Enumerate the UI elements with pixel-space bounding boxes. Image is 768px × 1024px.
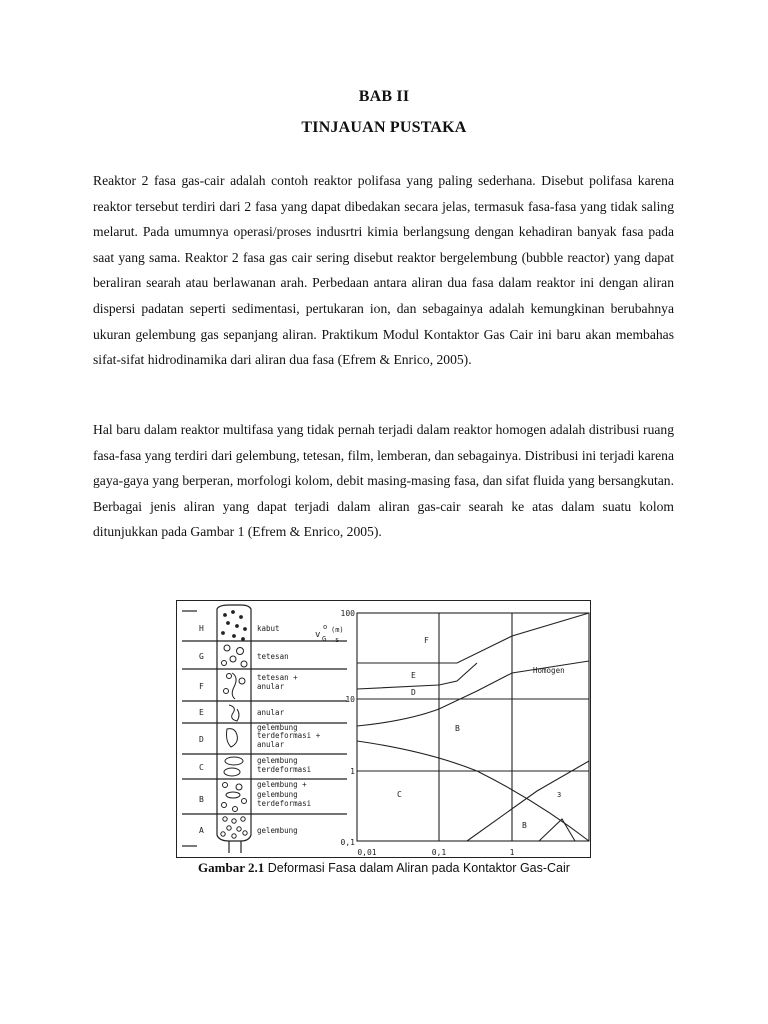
region-label: B	[455, 724, 460, 733]
x-tick-label: 0,1	[431, 848, 447, 857]
y-axis-unit: (m)	[331, 626, 344, 634]
regime-label: gelembung	[257, 756, 298, 765]
figure-caption-number: Gambar 2.1	[198, 860, 265, 875]
regime-label: terdeformasi	[257, 765, 312, 774]
chapter-number: BAB II	[358, 88, 410, 105]
regime-label: tetesan +	[257, 673, 298, 682]
regime-letter: D	[199, 735, 204, 744]
region-label: D	[411, 688, 416, 697]
regime-label: gelembung	[257, 790, 298, 799]
region-label: C	[397, 790, 402, 799]
regime-letter: H	[199, 624, 204, 633]
regime-label: gelembung	[257, 723, 298, 732]
y-axis-unit: s	[335, 636, 340, 644]
region-label: B	[522, 821, 527, 830]
regime-label: gelembung	[257, 826, 298, 835]
flow-regime-figure	[176, 600, 591, 858]
figure-caption	[0, 860, 768, 876]
regime-label: anular	[257, 708, 285, 717]
region-label: 3	[557, 791, 562, 799]
regime-label: terdeformasi	[257, 799, 312, 808]
boundary-F-E	[357, 613, 589, 663]
y-axis-label-sub: G	[322, 635, 327, 643]
map-frame	[357, 613, 589, 841]
regime-label: anular	[257, 682, 285, 691]
column-contents	[221, 611, 247, 839]
regime-letter: B	[199, 795, 204, 804]
regime-letter: A	[199, 826, 204, 835]
y-tick-label: 0,1	[340, 838, 355, 847]
regime-letter: E	[199, 708, 204, 717]
regime-label: tetesan	[257, 652, 289, 661]
y-tick-label: 1	[350, 767, 355, 776]
regime-letter: C	[199, 763, 204, 772]
regime-map	[357, 613, 589, 841]
regime-label: kabut	[257, 624, 280, 633]
paragraph-2: Hal baru dalam reaktor multifasa yang tidak pernah terjadi dalam reaktor homogen adalah distribusi ruang fasa-fasa yang terdiri dari gelembung, tetesan, film, lemberan, dan sebagainya. Distribusi ini terjadi karena gaya-gaya yang berperan, morfologi kolom, debit masing-masing fasa, dan sifat fluida yang bersangkutan. Berbagai jenis aliran yang dapat terjadi dalam aliran gas-cair searah ke atas dalam suatu kolom ditunjukkan pada Gambar 1 (Efrem & Enrico, 2005).	[93, 422, 674, 540]
flow-regime-diagram	[177, 601, 592, 859]
regime-letter: F	[199, 682, 204, 691]
region-label: Homogen	[533, 666, 565, 675]
figure-caption-text: Deformasi Fasa dalam Aliran pada Kontaktor Gas-Cair	[267, 861, 570, 875]
y-axis-label: v	[315, 630, 321, 640]
region-label: F	[424, 636, 429, 645]
region-label: E	[411, 671, 416, 680]
column-inlet	[229, 841, 241, 853]
y-axis-label-sup: o	[323, 623, 328, 631]
boundary-B-homogen	[467, 761, 589, 841]
boundary-E-D	[357, 663, 477, 689]
y-tick-label: 10	[345, 695, 355, 704]
x-tick-label: 1	[509, 848, 515, 857]
regime-label: gelembung +	[257, 780, 307, 789]
y-tick-label: 100	[340, 609, 355, 618]
boundary-3	[539, 819, 575, 841]
regime-label: terdeformasi +	[257, 731, 321, 740]
regime-label: anular	[257, 740, 285, 749]
chapter-title: TINJAUAN PUSTAKA	[301, 119, 467, 136]
x-tick-label: 0,01	[357, 848, 377, 857]
regime-letter: G	[199, 652, 204, 661]
paragraph-1: Reaktor 2 fasa gas-cair adalah contoh reaktor polifasa yang paling sederhana. Disebut polifasa karena reaktor tersebut terdiri dari 2 fasa yang dapat dibedakan secara jelas, termasuk fasa-fasa yang tidak saling melarut. Pada umumnya operasi/proses indusrtri kimia berlangsung dengan kehadiran banyak fasa pada saat yang sama. Reaktor 2 fasa gas cair sering disebut reaktor bergelembung (bubble reactor) yang dapat beraliran searah atau berlawanan arah. Perbedaan antara aliran dua fasa dalam reaktor ini dengan aliran dispersi padatan seperti sedimentasi, pertukaran ion, dan sebagainya adalah kemungkinan berubahnya ukuran gelembung gas sepanjang aliran. Praktikum Modul Kontaktor Gas Cair ini baru akan membahas sifat-sifat hidrodinamika dari aliran dua fasa (Efrem & Enrico, 2005).	[93, 173, 674, 368]
